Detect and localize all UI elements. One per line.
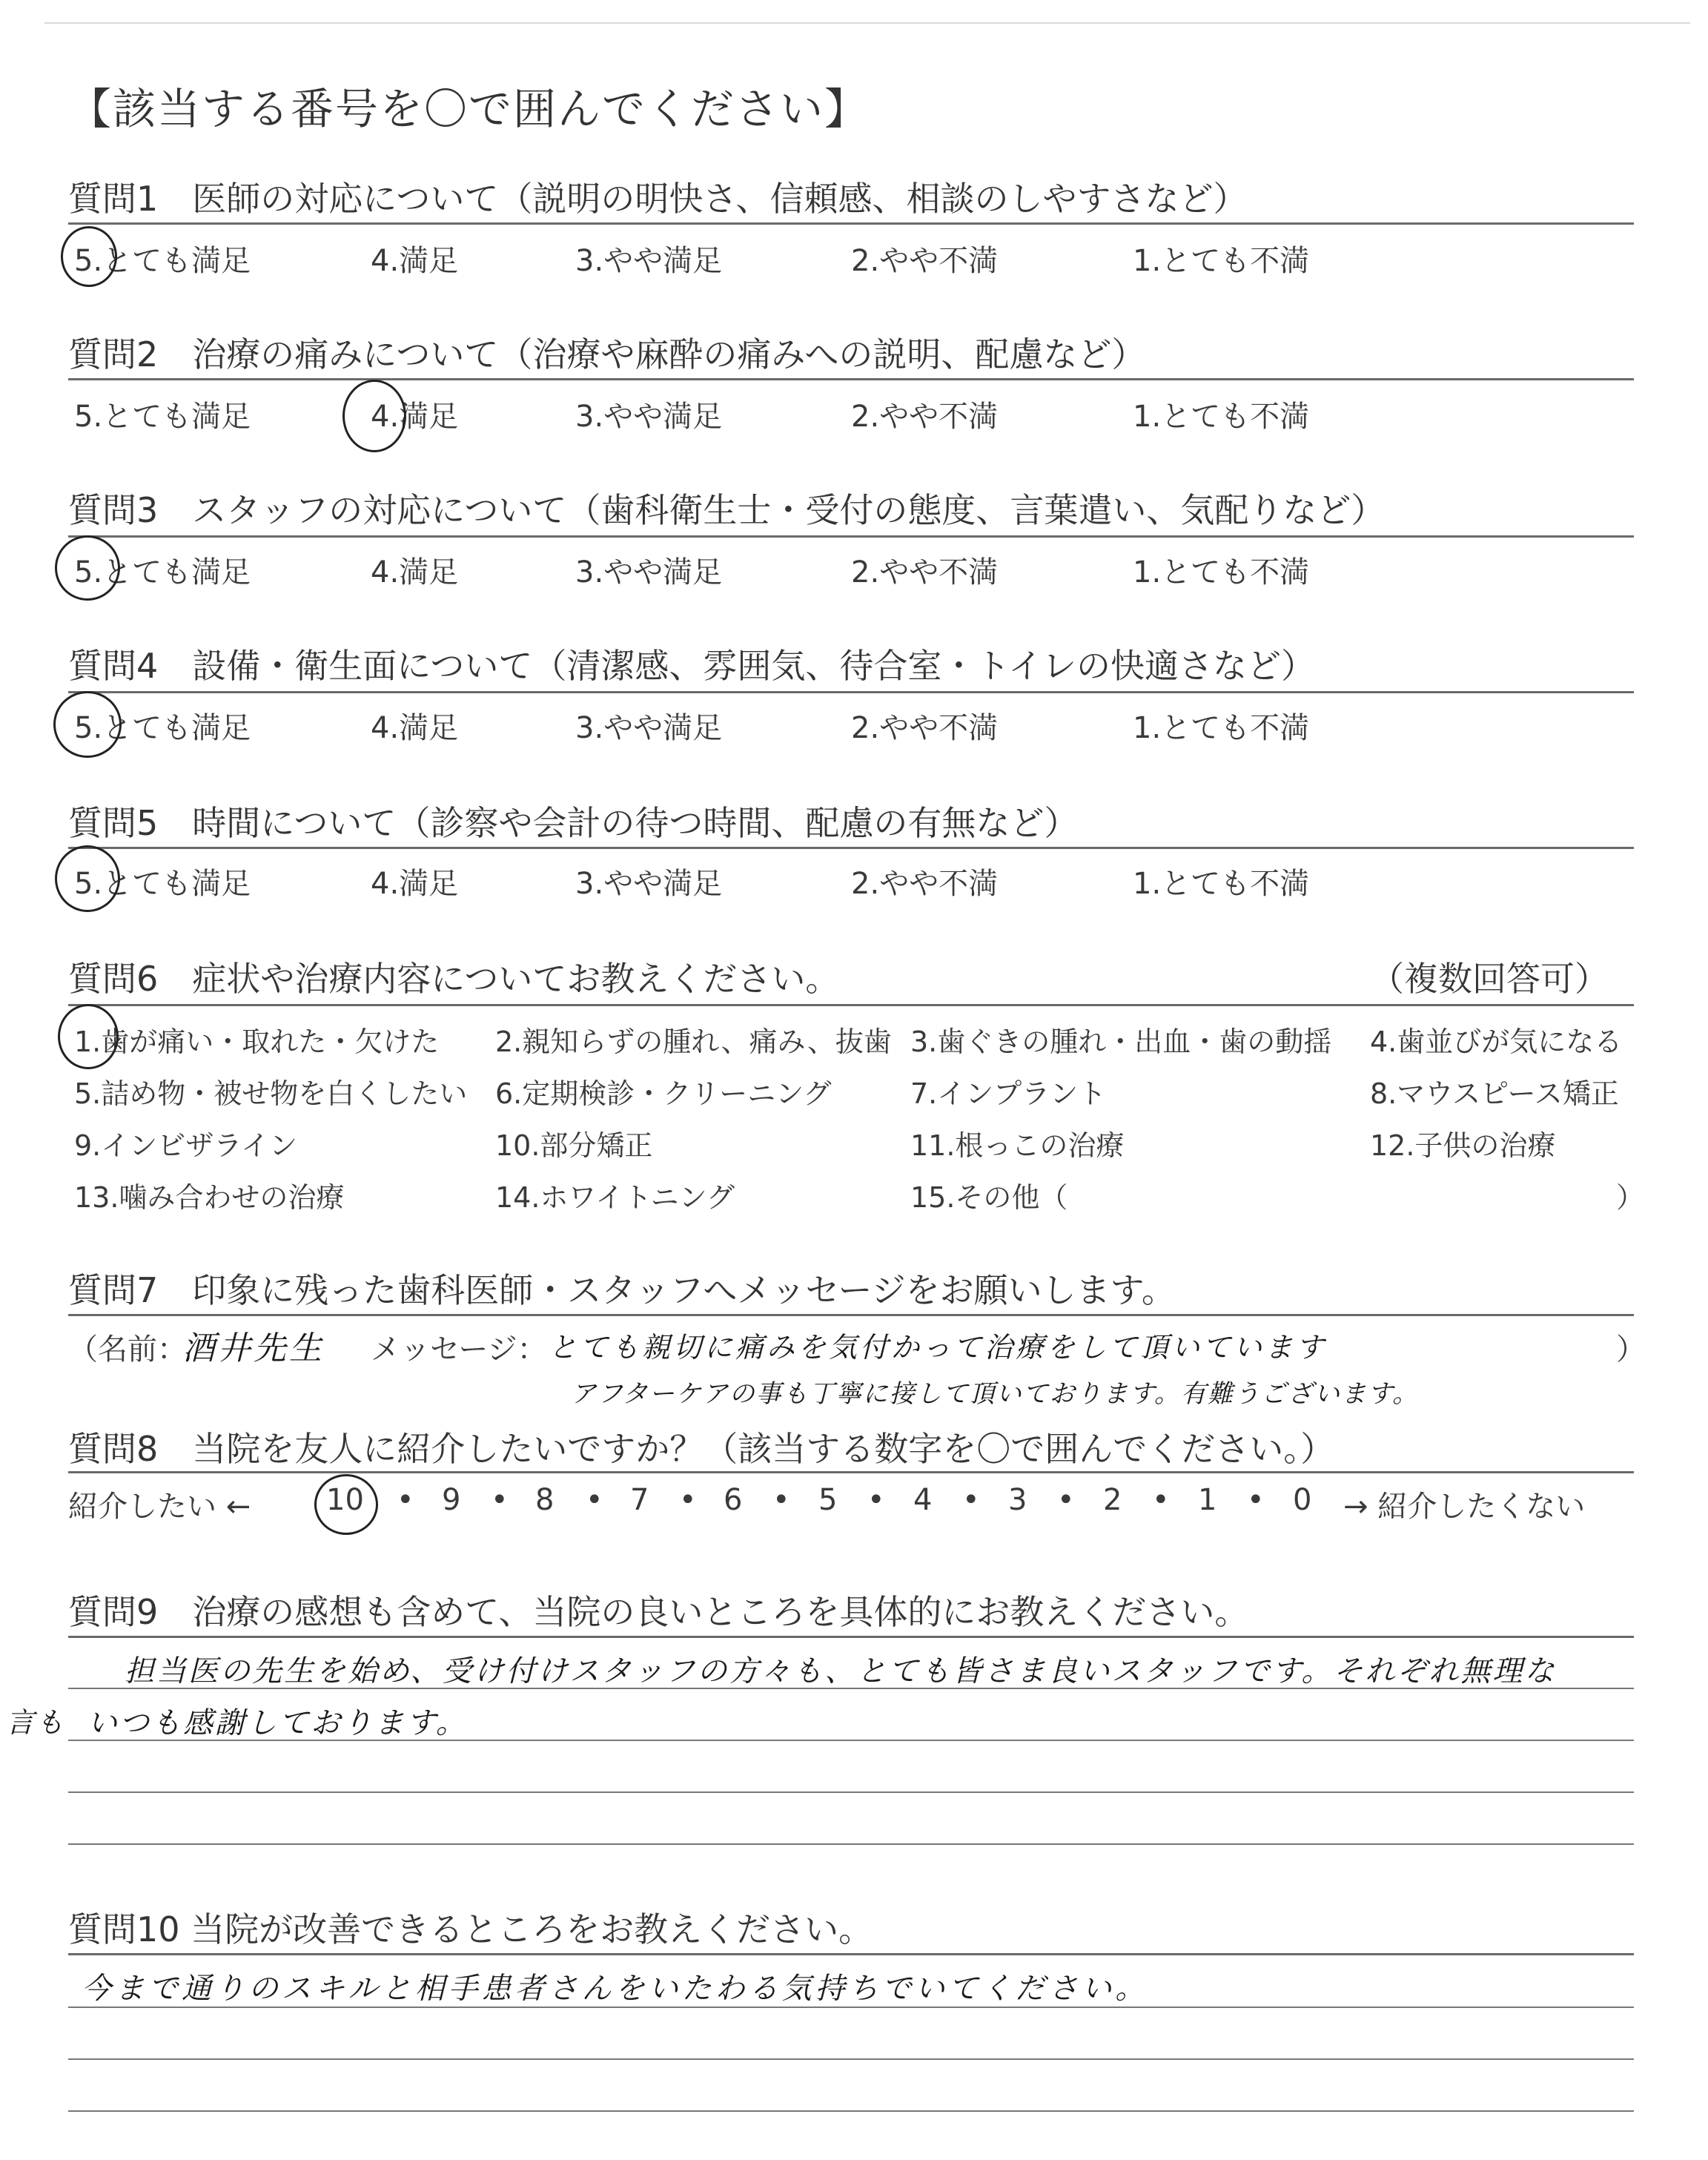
question-8-title: 質問8 当院を友人に紹介したいですか？（該当する数字を〇で囲んでください。） (68, 1429, 1335, 1469)
q5-option-4[interactable]: 4.満足 (371, 867, 459, 901)
q9-answer-rule-4 (68, 1843, 1634, 1845)
q6-option-15[interactable]: 15.その他（ (910, 1181, 1068, 1214)
q4-selection-circle (53, 691, 122, 758)
q8-scale-6[interactable]: 6 (724, 1483, 743, 1517)
q8-separator: • (1152, 1483, 1170, 1517)
q3-option-4[interactable]: 4.満足 (371, 555, 459, 589)
question-2-rule (68, 378, 1634, 380)
q1-option-3[interactable]: 3.やや満足 (575, 244, 723, 278)
q4-option-2[interactable]: 2.やや不満 (851, 711, 999, 745)
question-3-rule (68, 535, 1634, 538)
q8-separator: • (867, 1483, 885, 1517)
question-7-rule (68, 1314, 1634, 1316)
question-8-rule (68, 1471, 1634, 1473)
question-4-title: 質問4 設備・衛生面について（清潔感、雰囲気、待合室・トイレの快適さなど） (68, 646, 1316, 686)
question-4-rule (68, 691, 1634, 693)
q2-option-2[interactable]: 2.やや不満 (851, 400, 999, 434)
q6-option-9[interactable]: 9.インビザライン (74, 1129, 298, 1162)
q6-option-12[interactable]: 12.子供の治療 (1370, 1129, 1556, 1162)
q8-separator: • (962, 1483, 980, 1517)
q10-answer-line-1[interactable]: 今まで通りのスキルと相手患者さんをいたわる気持ちでいてください。 (82, 1972, 1149, 2006)
q8-scale-5[interactable]: 5 (818, 1483, 838, 1517)
q3-option-5[interactable]: 5.とても満足 (74, 555, 251, 589)
q6-option-6[interactable]: 6.定期検診・クリーニング (495, 1077, 832, 1110)
q2-option-5[interactable]: 5.とても満足 (74, 400, 251, 434)
q9-answer-line-2[interactable]: いつも感謝しております。 (87, 1706, 468, 1740)
q3-option-2[interactable]: 2.やや不満 (851, 555, 999, 589)
q7-message-line-2[interactable]: アフターケアの事も丁寧に接して頂いております。有難うございます。 (571, 1379, 1420, 1409)
q9-answer-rule-3 (68, 1791, 1634, 1793)
q8-scale-8[interactable]: 8 (535, 1483, 555, 1517)
q3-option-1[interactable]: 1.とても不満 (1133, 555, 1310, 589)
q7-name-label: （名前： (68, 1332, 187, 1367)
q6-option-10[interactable]: 10.部分矯正 (495, 1129, 653, 1162)
q8-separator: • (491, 1483, 509, 1517)
q9-answer-rule-1 (68, 1688, 1634, 1689)
q6-option-7[interactable]: 7.インプラント (910, 1077, 1107, 1110)
q8-separator: • (1057, 1483, 1075, 1517)
q5-option-1[interactable]: 1.とても不満 (1133, 867, 1310, 901)
q6-option-1[interactable]: 1.歯が痛い・取れた・欠けた (74, 1025, 440, 1058)
question-10-title: 質問10 当院が改善できるところをお教えください。 (68, 1909, 873, 1949)
q9-answer-rule-2 (68, 1740, 1634, 1741)
q8-scale-7[interactable]: 7 (630, 1483, 649, 1517)
q7-message-line-1[interactable]: とても親切に痛みを気付かって治療をして頂いています (549, 1331, 1328, 1364)
q6-option-15-close: ） (1616, 1181, 1645, 1214)
question-1-rule (68, 222, 1634, 225)
q10-answer-rule-1 (68, 2007, 1634, 2008)
q8-scale-4[interactable]: 4 (913, 1483, 933, 1517)
q6-option-8[interactable]: 8.マウスピース矯正 (1370, 1077, 1619, 1110)
q10-answer-rule-3 (68, 2110, 1634, 2112)
q10-answer-rule-2 (68, 2058, 1634, 2060)
q2-selection-circle (342, 380, 406, 452)
q1-selection-circle (61, 226, 117, 287)
q8-scale-1[interactable]: 1 (1198, 1483, 1217, 1517)
q8-scale-9[interactable]: 9 (442, 1483, 461, 1517)
q8-selection-circle (314, 1474, 378, 1535)
q6-option-11[interactable]: 11.根っこの治療 (910, 1129, 1125, 1162)
q4-option-1[interactable]: 1.とても不満 (1133, 711, 1310, 745)
q2-option-4[interactable]: 4.満足 (371, 400, 459, 434)
q7-message-label: メッセージ： (371, 1332, 547, 1367)
q3-selection-circle (55, 535, 120, 601)
q4-option-3[interactable]: 3.やや満足 (575, 711, 723, 745)
question-9-title: 質問9 治療の感想も含めて、当院の良いところを具体的にお教えください。 (68, 1592, 1249, 1632)
q8-separator: • (679, 1483, 697, 1517)
q8-scale-2[interactable]: 2 (1103, 1483, 1122, 1517)
q6-option-13[interactable]: 13.噛み合わせの治療 (74, 1181, 345, 1214)
q8-left-label: 紹介したい ← (68, 1490, 251, 1524)
q4-option-5[interactable]: 5.とても満足 (74, 711, 251, 745)
q2-option-1[interactable]: 1.とても不満 (1133, 400, 1310, 434)
question-2-title: 質問2 治療の痛みについて（治療や麻酔の痛みへの説明、配慮など） (68, 334, 1146, 374)
q8-separator: • (397, 1483, 414, 1517)
q5-option-2[interactable]: 2.やや不満 (851, 867, 999, 901)
question-6-rule (68, 1004, 1634, 1006)
q7-close-paren: ） (1616, 1332, 1646, 1367)
question-6-title: 質問6 症状や治療内容についてお教えください。 (68, 959, 840, 999)
q5-option-5[interactable]: 5.とても満足 (74, 867, 251, 901)
q8-scale-10[interactable]: 10 (326, 1483, 364, 1517)
q2-option-3[interactable]: 3.やや満足 (575, 400, 723, 434)
q6-selection-circle (58, 1004, 119, 1069)
q6-option-3[interactable]: 3.歯ぐきの腫れ・出血・歯の動揺 (910, 1025, 1332, 1058)
q7-name-value[interactable]: 酒井先生 (182, 1330, 325, 1367)
question-10-rule (68, 1953, 1634, 1955)
q8-separator: • (772, 1483, 790, 1517)
question-7-title: 質問7 印象に残った歯科医師・スタッフへメッセージをお願いします。 (68, 1270, 1176, 1310)
question-5-title: 質問5 時間について（診察や会計の待つ時間、配慮の有無など） (68, 803, 1079, 843)
q6-option-5[interactable]: 5.詰め物・被せ物を白くしたい (74, 1077, 468, 1110)
question-5-rule (68, 847, 1634, 849)
question-9-rule (68, 1636, 1634, 1638)
page-title: 【該当する番号を〇で囲んでください】 (68, 84, 870, 134)
q6-option-2[interactable]: 2.親知らずの腫れ、痛み、抜歯 (495, 1025, 892, 1058)
q9-answer-prefix[interactable]: 言も (6, 1706, 66, 1739)
q5-selection-circle (55, 845, 120, 912)
question-6-note: （複数回答可） (1370, 959, 1609, 999)
q8-scale-0[interactable]: 0 (1293, 1483, 1312, 1517)
question-3-title: 質問3 スタッフの対応について（歯科衛生士・受付の態度、言葉遣い、気配りなど） (68, 490, 1386, 530)
q1-option-4[interactable]: 4.満足 (371, 244, 459, 278)
q8-scale-3[interactable]: 3 (1008, 1483, 1027, 1517)
q3-option-3[interactable]: 3.やや満足 (575, 555, 723, 589)
q6-option-4[interactable]: 4.歯並びが気になる (1370, 1025, 1623, 1058)
q1-option-1[interactable]: 1.とても不満 (1133, 244, 1310, 278)
q8-separator: • (1247, 1483, 1265, 1517)
q8-separator: • (586, 1483, 603, 1517)
q8-right-label: → 紹介したくない (1343, 1490, 1586, 1524)
scan-top-edge (44, 22, 1690, 24)
q1-option-5[interactable]: 5.とても満足 (74, 244, 251, 278)
q5-option-3[interactable]: 3.やや満足 (575, 867, 723, 901)
q1-option-2[interactable]: 2.やや不満 (851, 244, 999, 278)
q6-option-14[interactable]: 14.ホワイトニング (495, 1181, 735, 1214)
q4-option-4[interactable]: 4.満足 (371, 711, 459, 745)
q9-answer-line-1[interactable]: 担当医の先生を始め、受け付けスタッフの方々も、とても皆さま良いスタッフです。それぞれ無理な (125, 1654, 1557, 1688)
question-1-title: 質問1 医師の対応について（説明の明快さ、信頼感、相談のしやすさなど） (68, 179, 1248, 219)
